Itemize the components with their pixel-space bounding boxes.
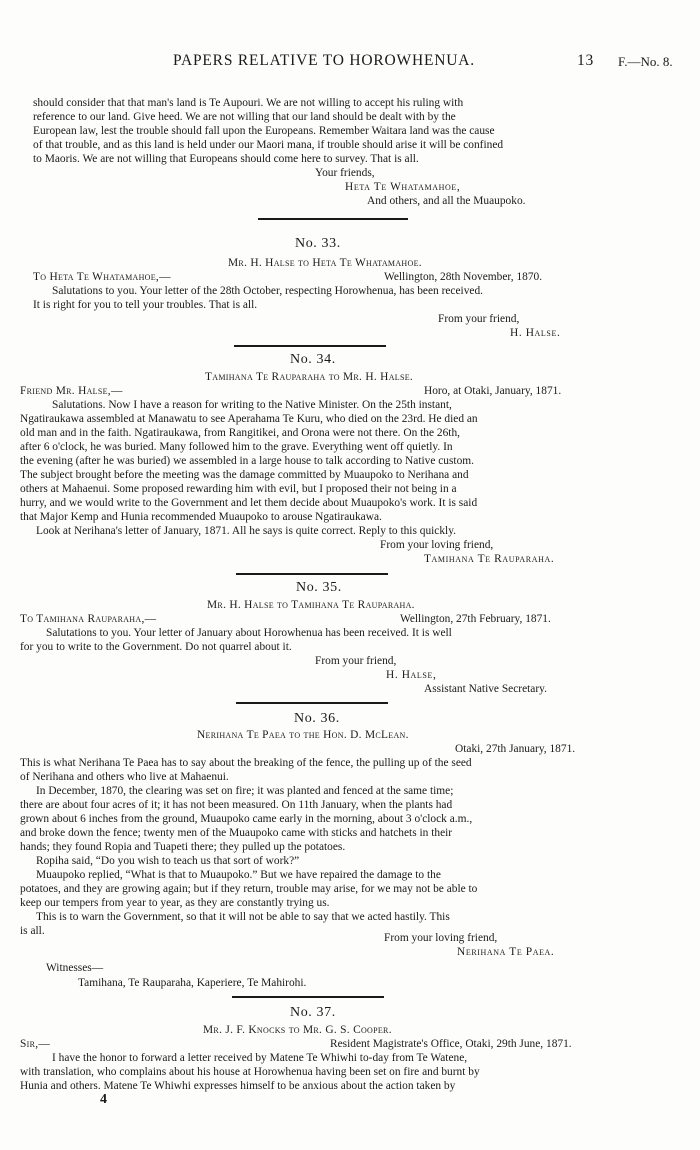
text-line: of Nerihana and others who live at Mahaenui. xyxy=(20,771,229,783)
salutation: Friend Mr. Halse,— xyxy=(20,385,123,397)
text-line: for you to write to the Government. Do not quarrel about it. xyxy=(20,641,292,653)
place-date: Otaki, 27th January, 1871. xyxy=(455,743,576,755)
signature-tail: And others, and all the Muaupoko. xyxy=(367,195,526,207)
letter-heading: Mr. H. Halse to Tamihana Te Rauparaha. xyxy=(207,599,415,611)
text-line: This is what Nerihana Te Paea has to say about the breaking of the fence, the pulling up of the seed xyxy=(20,757,472,769)
text-line: keep our tempers from year to year, as they are constantly trying us. xyxy=(20,897,330,909)
paper-reference: F.—No. 8. xyxy=(618,54,673,69)
text-line: hands; they found Ropia and Tuapeti there; they pulled up the potatoes. xyxy=(20,841,346,853)
signature-mark: 4 xyxy=(100,1092,107,1107)
witnesses-list: Tamihana, Te Rauparaha, Kaperiere, Te Mahirohi. xyxy=(78,977,307,989)
text-line: Ngatiraukawa assembled at Manawatu to see Aperahama Te Kuru, who died on the 23rd. He died an xyxy=(20,413,478,425)
letter-number: No. 34. xyxy=(290,352,336,367)
text-line: that Major Kemp and Hunia recommended Muaupoko to arouse Ngatiraukawa. xyxy=(20,511,382,523)
text-line: hurry, and we would write to the Government and let them decide about Muaupoko's work. It is said xyxy=(20,497,478,509)
closing: From your loving friend, xyxy=(384,932,498,944)
text-line: there are about four acres of it; it has not been measured. On 11th January, when the plants had xyxy=(20,799,453,811)
text-line: with translation, who complains about his house at Horowhenua having been set on fire and burnt by xyxy=(20,1066,480,1078)
text-line: I have the honor to forward a letter received by Matene Te Whiwhi to-day from Te Watene, xyxy=(52,1052,468,1064)
place-date: Resident Magistrate's Office, Otaki, 29th June, 1871. xyxy=(330,1038,572,1050)
text-line: Hunia and others. Matene Te Whiwhi expresses himself to be anxious about the action taken by xyxy=(20,1080,456,1092)
signature: Tamihana Te Rauparaha. xyxy=(424,553,555,565)
witnesses-label: Witnesses— xyxy=(46,962,104,974)
salutation: To Heta Te Whatamahoe,— xyxy=(33,271,171,283)
page-number: 13 xyxy=(577,52,595,69)
letter-heading: Nerihana Te Paea to the Hon. D. McLean. xyxy=(197,729,409,741)
text-line: Salutations to you. Your letter of the 28th October, respecting Horowhenua, has been received. xyxy=(52,285,484,297)
signature: Heta Te Whatamahoe, xyxy=(345,181,461,193)
signature: Nerihana Te Paea. xyxy=(457,946,555,958)
text-line: should consider that that man's land is Te Aupouri. We are not willing to accept his ruling with xyxy=(33,97,464,109)
text-line: Ropiha said, “Do you wish to teach us that sort of work?” xyxy=(36,855,300,867)
section-divider xyxy=(236,573,388,575)
text-line: Look at Nerihana's letter of January, 1871. All he says is quite correct. Reply to this quickly. xyxy=(36,525,457,537)
place-date: Horo, at Otaki, January, 1871. xyxy=(424,385,562,397)
closing: From your friend, xyxy=(438,313,520,325)
section-divider xyxy=(258,218,408,220)
signature: H. Halse, xyxy=(386,669,437,681)
section-divider xyxy=(236,702,388,704)
letter-number: No. 35. xyxy=(296,580,342,595)
salutation: Sir,— xyxy=(20,1038,51,1050)
text-line: It is right for you to tell your troubles. That is all. xyxy=(33,299,258,311)
text-line: grown about 6 inches from the ground, Muaupoko came early in the morning, about 3 o'clock a.m., xyxy=(20,813,473,825)
section-divider xyxy=(232,996,384,998)
text-line: Salutations to you. Your letter of January about Horowhenua has been received. It is well xyxy=(46,627,452,639)
text-line: European law, lest the trouble should fall upon the Europeans. Remember Waitara land was the cause xyxy=(33,125,495,137)
text-line: after 6 o'clock, he was buried. Many followed him to the grave. Everything went off quietly. In xyxy=(20,441,453,453)
text-line: old man and in the faith. Ngatiraukawa, from Rangitikei, and Orona were not there. On the 26th, xyxy=(20,427,460,439)
text-line: of that trouble, and as this land is held under our Maori mana, if trouble should arise it will be confined xyxy=(33,139,504,151)
letter-number: No. 33. xyxy=(295,236,341,251)
text-line: the evening (after he was buried) we assembled in a large house to talk according to Native custom. xyxy=(20,455,474,467)
signature: H. Halse. xyxy=(510,327,561,339)
text-line: The subject brought before the meeting was the damage committed by Muaupoko to Nerihana and xyxy=(20,469,469,481)
letter-heading: Mr. H. Halse to Heta Te Whatamahoe. xyxy=(228,257,422,269)
salutation: To Tamihana Rauparaha,— xyxy=(20,613,157,625)
closing: From your friend, xyxy=(315,655,397,667)
text-line: Salutations. Now I have a reason for writing to the Native Minister. On the 25th instant, xyxy=(52,399,452,411)
signature-title: Assistant Native Secretary. xyxy=(424,683,547,695)
text-line: potatoes, and they are growing again; but if they return, trouble may arise, for we may not be able to xyxy=(20,883,478,895)
letter-heading: Tamihana Te Rauparaha to Mr. H. Halse. xyxy=(205,371,414,383)
text-line: others at Mahaenui. Some proposed rewarding him with evil, but I proposed their not being in a xyxy=(20,483,457,495)
closing: From your loving friend, xyxy=(380,539,494,551)
place-date: Wellington, 27th February, 1871. xyxy=(400,613,551,625)
text-line: and broke down the fence; twenty men of the Muaupoko came with sticks and hatchets in their xyxy=(20,827,453,839)
text-line: This is to warn the Government, so that it will not be able to say that we acted hastily. This xyxy=(36,911,450,923)
text-line: reference to our land. Give heed. We are not willing that our land should be dealt with by the xyxy=(33,111,456,123)
text-line: In December, 1870, the clearing was set on fire; it was planted and fenced at the same time; xyxy=(36,785,454,797)
letter-number: No. 36. xyxy=(294,711,340,726)
text-line: is all. xyxy=(20,925,45,937)
closing: Your friends, xyxy=(315,167,375,179)
letter-number: No. 37. xyxy=(290,1005,336,1020)
running-title: PAPERS RELATIVE TO HOROWHENUA. xyxy=(173,52,475,69)
letter-heading: Mr. J. F. Knocks to Mr. G. S. Cooper. xyxy=(203,1024,392,1036)
text-line: to Maoris. We are not willing that Europeans should come here to survey. That is all. xyxy=(33,153,419,165)
place-date: Wellington, 28th November, 1870. xyxy=(384,271,543,283)
section-divider xyxy=(234,345,386,347)
text-line: Muaupoko replied, “What is that to Muaupoko.” But we have repaired the damage to the xyxy=(36,869,441,881)
